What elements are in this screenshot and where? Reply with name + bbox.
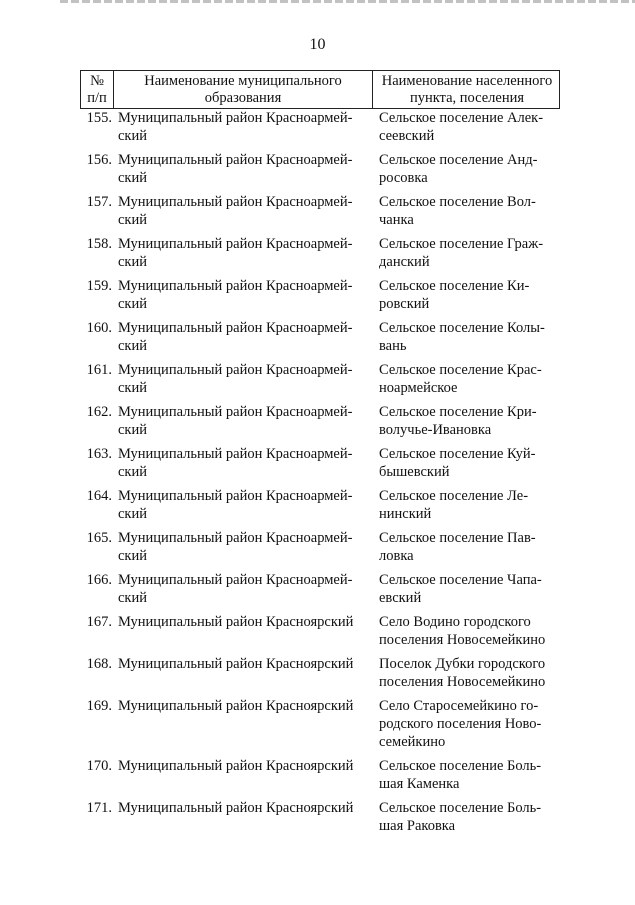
row-number: 159.	[86, 278, 112, 294]
municipality-line: ский	[118, 338, 147, 354]
municipality-line: ский	[118, 422, 147, 438]
settlement-line: поселения Новосемейкино	[379, 674, 546, 690]
settlement-line: Сельское поселение Крас-	[379, 362, 542, 378]
settlement-line: чанка	[379, 212, 414, 228]
settlement-line: Сельское поселение Колы-	[379, 320, 545, 336]
table-header	[80, 70, 560, 109]
row-number: 169.	[86, 698, 112, 714]
row-municipality	[116, 799, 375, 835]
table-body	[80, 109, 560, 835]
row-number: 160.	[86, 320, 112, 336]
settlement-line: Сельское поселение Ки-	[379, 278, 530, 294]
table-row	[80, 235, 560, 271]
municipality-line: Муниципальный район Красноармей-	[118, 278, 353, 294]
municipality-line: Муниципальный район Красноармей-	[118, 236, 353, 252]
row-number: 162.	[86, 404, 112, 420]
municipality-line: ский	[118, 212, 147, 228]
municipality-line: Муниципальный район Красноармей-	[118, 110, 353, 126]
page-number: 10	[309, 36, 326, 53]
row-settlement	[375, 757, 560, 793]
settlement-line: Сельское поселение Ле-	[379, 488, 529, 504]
row-settlement	[375, 193, 560, 229]
settlement-line: ровский	[379, 296, 430, 312]
settlement-line: ноармейское	[379, 380, 458, 396]
settlement-line: Сельское поселение Боль-	[379, 758, 542, 774]
municipality-line: ский	[118, 590, 147, 606]
row-municipality	[116, 193, 375, 229]
settlement-line: ловка	[379, 548, 414, 564]
row-municipality	[116, 655, 375, 691]
municipality-line: ский	[118, 380, 147, 396]
row-settlement	[375, 655, 560, 691]
municipality-line: Муниципальный район Красноярский	[118, 656, 354, 672]
row-municipality	[116, 403, 375, 439]
table-row	[80, 319, 560, 355]
row-number: 168.	[86, 656, 112, 672]
settlement-line: поселения Новосемейкино	[379, 632, 546, 648]
row-number: 161.	[86, 362, 112, 378]
header-number: № п/п	[87, 72, 107, 106]
row-municipality	[116, 697, 375, 751]
table-row	[80, 487, 560, 523]
row-settlement	[375, 571, 560, 607]
settlement-line: Сельское поселение Вол-	[379, 194, 536, 210]
table-row	[80, 655, 560, 691]
table-row	[80, 361, 560, 397]
municipality-line: Муниципальный район Красноармей-	[118, 152, 353, 168]
row-settlement	[375, 697, 560, 751]
table-row	[80, 277, 560, 313]
settlements-table	[80, 70, 560, 841]
settlement-line: вань	[379, 338, 407, 354]
municipality-line: ский	[118, 128, 147, 144]
municipality-line: Муниципальный район Красноармей-	[118, 446, 353, 462]
settlement-line: Сельское поселение Куй-	[379, 446, 536, 462]
table-row	[80, 445, 560, 481]
row-settlement	[375, 235, 560, 271]
row-settlement	[375, 445, 560, 481]
settlement-line: Сельское поселение Алек-	[379, 110, 544, 126]
settlement-line: волучье-Ивановка	[379, 422, 492, 438]
municipality-line: ский	[118, 296, 147, 312]
table-row	[80, 109, 560, 145]
municipality-line: ский	[118, 464, 147, 480]
table-row	[80, 613, 560, 649]
settlement-line: Сельское поселение Боль-	[379, 800, 542, 816]
row-settlement	[375, 109, 560, 145]
municipality-line: Муниципальный район Красноармей-	[118, 404, 353, 420]
municipality-line: Муниципальный район Красноармей-	[118, 572, 353, 588]
settlement-line: данский	[379, 254, 430, 270]
table-row	[80, 193, 560, 229]
table-row	[80, 757, 560, 793]
municipality-line: ский	[118, 254, 147, 270]
municipality-line: ский	[118, 548, 147, 564]
row-municipality	[116, 319, 375, 355]
municipality-line: Муниципальный район Красноярский	[118, 800, 354, 816]
table-row	[80, 571, 560, 607]
settlement-line: Село Старосемейкино го-	[379, 698, 539, 714]
settlement-line: бышевский	[379, 464, 450, 480]
settlement-line: Поселок Дубки городского	[379, 656, 546, 672]
municipality-line: ский	[118, 506, 147, 522]
row-municipality	[116, 613, 375, 649]
settlement-line: Сельское поселение Граж-	[379, 236, 544, 252]
settlement-line: шая Каменка	[379, 776, 460, 792]
row-number: 156.	[86, 152, 112, 168]
settlement-line: Сельское поселение Кри-	[379, 404, 537, 420]
row-settlement	[375, 361, 560, 397]
row-settlement	[375, 613, 560, 649]
settlement-line: евский	[379, 590, 422, 606]
municipality-line: Муниципальный район Красноармей-	[118, 530, 353, 546]
table-row	[80, 799, 560, 835]
row-municipality	[116, 757, 375, 793]
municipality-line: Муниципальный район Красноармей-	[118, 194, 353, 210]
row-settlement	[375, 151, 560, 187]
row-settlement	[375, 403, 560, 439]
settlement-line: Сельское поселение Анд-	[379, 152, 538, 168]
settlement-line: Сельское поселение Чапа-	[379, 572, 542, 588]
municipality-line: Муниципальный район Красноярский	[118, 698, 354, 714]
header-municipality: Наименование муниципального образования	[113, 71, 372, 108]
row-municipality	[116, 277, 375, 313]
row-municipality	[116, 361, 375, 397]
municipality-line: Муниципальный район Красноармей-	[118, 488, 353, 504]
row-settlement	[375, 277, 560, 313]
row-number: 167.	[86, 614, 112, 630]
header-settlement: Наименование населенного пункта, поселения	[372, 71, 561, 108]
table-row	[80, 529, 560, 565]
row-number: 171.	[86, 800, 112, 816]
row-number: 164.	[86, 488, 112, 504]
table-row	[80, 697, 560, 751]
settlement-line: нинский	[379, 506, 432, 522]
settlement-line: родского поселения Ново-	[379, 716, 542, 732]
row-number: 166.	[86, 572, 112, 588]
row-number: 163.	[86, 446, 112, 462]
settlement-line: Сельское поселение Пав-	[379, 530, 536, 546]
row-number: 158.	[86, 236, 112, 252]
row-number: 165.	[86, 530, 112, 546]
settlement-line: семейкино	[379, 734, 446, 750]
row-municipality	[116, 151, 375, 187]
municipality-line: Муниципальный район Красноярский	[118, 758, 354, 774]
row-municipality	[116, 109, 375, 145]
row-number: 155.	[86, 110, 112, 126]
row-municipality	[116, 529, 375, 565]
settlement-line: шая Раковка	[379, 818, 456, 834]
settlement-line: Село Водино городского	[379, 614, 531, 630]
municipality-line: ский	[118, 170, 147, 186]
row-settlement	[375, 529, 560, 565]
row-municipality	[116, 445, 375, 481]
settlement-line: сеевский	[379, 128, 435, 144]
row-settlement	[375, 487, 560, 523]
row-settlement	[375, 799, 560, 835]
row-municipality	[116, 571, 375, 607]
settlement-line: росовка	[379, 170, 428, 186]
municipality-line: Муниципальный район Красноармей-	[118, 362, 353, 378]
row-municipality	[116, 487, 375, 523]
municipality-line: Муниципальный район Красноярский	[118, 614, 354, 630]
scan-edge-artifact	[60, 0, 635, 3]
row-number: 157.	[86, 194, 112, 210]
table-row	[80, 151, 560, 187]
table-row	[80, 403, 560, 439]
row-number: 170.	[86, 758, 112, 774]
row-settlement	[375, 319, 560, 355]
row-municipality	[116, 235, 375, 271]
municipality-line: Муниципальный район Красноармей-	[118, 320, 353, 336]
